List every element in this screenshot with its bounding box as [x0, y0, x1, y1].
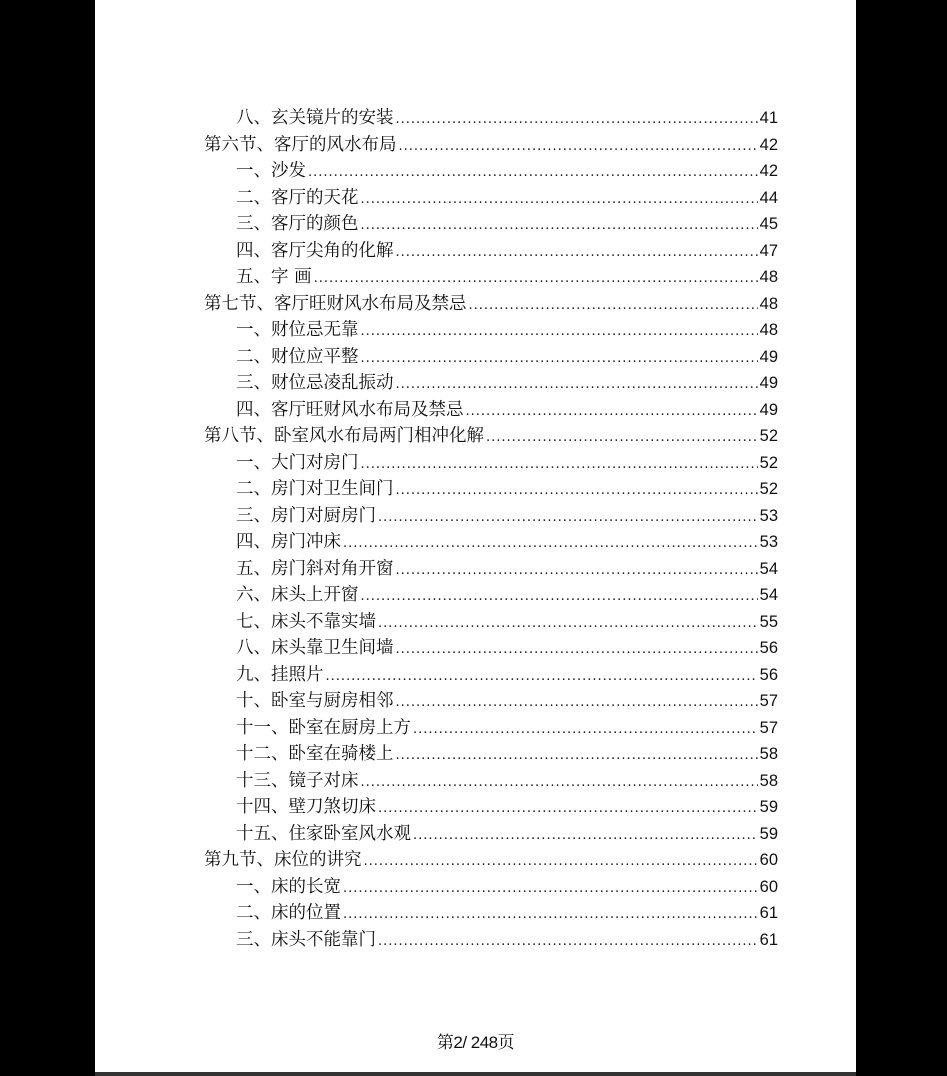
toc-entry[interactable]: [204, 290, 778, 317]
toc-entry-title: 四、客厅旺财风水布局及禁忌: [236, 399, 464, 420]
toc-entry-title: 八、玄关镜片的安装: [236, 108, 394, 128]
toc-leader-dots: [361, 218, 758, 233]
toc-entry[interactable]: [204, 210, 778, 237]
toc-leader-dots: [326, 669, 758, 684]
toc-entry-title: 八、床头靠卫生间墙: [236, 638, 394, 658]
toc-entry-page: 47: [759, 241, 778, 260]
toc-entry-title: 五、房门斜对角开窗: [236, 558, 394, 579]
toc-entry[interactable]: [204, 528, 778, 555]
toc-leader-dots: [399, 139, 758, 154]
toc-entry-page: 42: [759, 162, 778, 180]
toc-entry[interactable]: [204, 422, 778, 449]
toc-entry-page: 48: [759, 321, 778, 339]
toc-entry[interactable]: [204, 687, 778, 714]
toc-entry-page: 49: [759, 347, 778, 366]
toc-entry-title: 第九节、床位的讲究: [204, 850, 362, 870]
toc-entry[interactable]: [204, 555, 778, 582]
toc-entry-page: 52: [759, 480, 778, 498]
toc-entry-title: 六、床头上开窗: [236, 585, 359, 605]
toc-entry[interactable]: [204, 343, 778, 370]
toc-leader-dots: [413, 722, 758, 737]
toc-entry[interactable]: [204, 184, 778, 211]
toc-entry-page: 53: [759, 506, 778, 525]
toc-entry[interactable]: [204, 846, 778, 873]
toc-entry[interactable]: [204, 740, 778, 767]
toc-entry-page: 54: [759, 586, 778, 604]
toc-entry-page: 48: [759, 294, 778, 313]
toc-entry[interactable]: [204, 873, 778, 900]
toc-leader-dots: [469, 298, 758, 313]
toc-leader-dots: [378, 934, 758, 949]
toc-entry[interactable]: [204, 396, 778, 423]
toc-entry-page: 41: [759, 109, 778, 127]
toc-entry-title: 第六节、客厅的风水布局: [204, 134, 397, 155]
toc-leader-dots: [361, 192, 758, 207]
toc-entry[interactable]: [204, 661, 778, 688]
toc-entry-page: 59: [759, 824, 778, 843]
toc-leader-dots: [378, 510, 758, 525]
toc-entry[interactable]: [204, 767, 778, 794]
toc-entry-title: 第七节、客厅旺财风水布局及禁忌: [204, 293, 467, 314]
toc-leader-dots: [314, 271, 758, 286]
toc-leader-dots: [378, 616, 758, 631]
toc-entry[interactable]: [204, 316, 778, 343]
toc-entry-title: 十一、卧室在厨房上方: [236, 717, 411, 738]
toc-entry-title: 第八节、卧室风水布局两门相冲化解: [204, 426, 484, 446]
toc-leader-dots: [343, 881, 758, 896]
toc-entry-page: 56: [759, 639, 778, 657]
toc-leader-dots: [396, 748, 758, 763]
toc-entry-page: 57: [759, 692, 778, 710]
toc-leader-dots: [343, 536, 758, 551]
toc-entry-page: 57: [759, 718, 778, 737]
toc-entry-title: 十三、镜子对床: [236, 770, 359, 791]
toc-entry-page: 60: [759, 851, 778, 869]
toc-entry-title: 二、房门对卫生间门: [236, 479, 394, 499]
toc-leader-dots: [361, 457, 758, 472]
toc-entry[interactable]: [204, 820, 778, 847]
toc-entry-page: 59: [759, 798, 778, 816]
toc-entry[interactable]: [204, 263, 778, 290]
toc-entry-title: 三、床头不能靠门: [236, 929, 376, 950]
toc-entry-title: 十四、壁刀煞切床: [236, 797, 376, 817]
toc-entry-title: 一、床的长宽: [236, 876, 341, 897]
toc-leader-dots: [396, 483, 758, 498]
toc-leader-dots: [378, 801, 758, 816]
toc-entry-title: 三、客厅的颜色: [236, 214, 359, 234]
toc-entry[interactable]: [204, 131, 778, 158]
toc-leader-dots: [466, 404, 758, 419]
toc-entry-page: 48: [759, 268, 778, 286]
toc-entry[interactable]: [204, 502, 778, 529]
toc-entry-title: 十五、住家卧室风水观: [236, 823, 411, 844]
toc-leader-dots: [486, 430, 758, 445]
toc-entry-title: 二、客厅的天花: [236, 187, 359, 208]
toc-leader-dots: [308, 165, 758, 180]
toc-leader-dots: [361, 589, 758, 604]
toc-entry[interactable]: [204, 104, 778, 131]
table-of-contents: [204, 104, 778, 952]
toc-leader-dots: [396, 377, 758, 392]
toc-leader-dots: [361, 775, 758, 790]
toc-entry[interactable]: [204, 369, 778, 396]
toc-entry[interactable]: [204, 793, 778, 820]
toc-entry-page: 54: [759, 559, 778, 578]
toc-leader-dots: [361, 351, 758, 366]
toc-entry-title: 五、字 画: [236, 267, 312, 287]
toc-entry-title: 七、床头不靠实墙: [236, 611, 376, 632]
toc-entry-page: 49: [759, 374, 778, 392]
toc-leader-dots: [396, 695, 758, 710]
toc-entry-page: 61: [759, 904, 778, 922]
toc-entry-page: 45: [759, 215, 778, 233]
toc-entry-title: 一、大门对房门: [236, 452, 359, 473]
toc-entry[interactable]: [204, 449, 778, 476]
toc-leader-dots: [396, 245, 758, 260]
toc-leader-dots: [413, 828, 758, 843]
toc-entry-page: 53: [759, 533, 778, 551]
toc-entry-page: 58: [759, 771, 778, 790]
toc-entry-title: 一、财位忌无靠: [236, 320, 359, 340]
toc-entry-page: 52: [759, 453, 778, 472]
toc-entry-page: 52: [759, 427, 778, 445]
toc-entry[interactable]: [204, 899, 778, 926]
toc-entry[interactable]: [204, 475, 778, 502]
toc-entry-title: 九、挂照片: [236, 664, 324, 685]
page-shadow-divider: [95, 1072, 856, 1076]
toc-entry-page: 49: [759, 400, 778, 419]
toc-entry-title: 二、财位应平整: [236, 346, 359, 367]
toc-entry-title: 四、房门冲床: [236, 532, 341, 552]
toc-entry-page: 61: [759, 930, 778, 949]
toc-entry-title: 三、财位忌凌乱振动: [236, 373, 394, 393]
toc-entry-page: 42: [759, 135, 778, 154]
document-page: [95, 0, 856, 1072]
page-indicator: 第2/ 248页: [436, 1033, 515, 1052]
toc-entry[interactable]: [204, 237, 778, 264]
toc-entry-title: 四、客厅尖角的化解: [236, 240, 394, 261]
toc-entry-page: 44: [759, 188, 778, 207]
toc-entry[interactable]: [204, 714, 778, 741]
toc-entry-title: 一、沙发: [236, 161, 306, 181]
toc-leader-dots: [343, 907, 758, 922]
toc-leader-dots: [396, 112, 758, 127]
toc-entry[interactable]: [204, 581, 778, 608]
toc-entry-title: 三、房门对厨房门: [236, 505, 376, 526]
toc-entry[interactable]: [204, 926, 778, 953]
toc-leader-dots: [361, 324, 758, 339]
toc-leader-dots: [396, 563, 758, 578]
toc-entry-title: 二、床的位置: [236, 903, 341, 923]
toc-entry-page: 58: [759, 745, 778, 763]
toc-entry[interactable]: [204, 157, 778, 184]
toc-entry-title: 十二、卧室在骑楼上: [236, 744, 394, 764]
toc-leader-dots: [364, 854, 758, 869]
toc-entry-page: 55: [759, 612, 778, 631]
toc-entry-page: 56: [759, 665, 778, 684]
toc-entry[interactable]: [204, 608, 778, 635]
toc-entry-title: 十、卧室与厨房相邻: [236, 691, 394, 711]
toc-entry[interactable]: [204, 634, 778, 661]
toc-entry-page: 60: [759, 877, 778, 896]
toc-leader-dots: [396, 642, 758, 657]
